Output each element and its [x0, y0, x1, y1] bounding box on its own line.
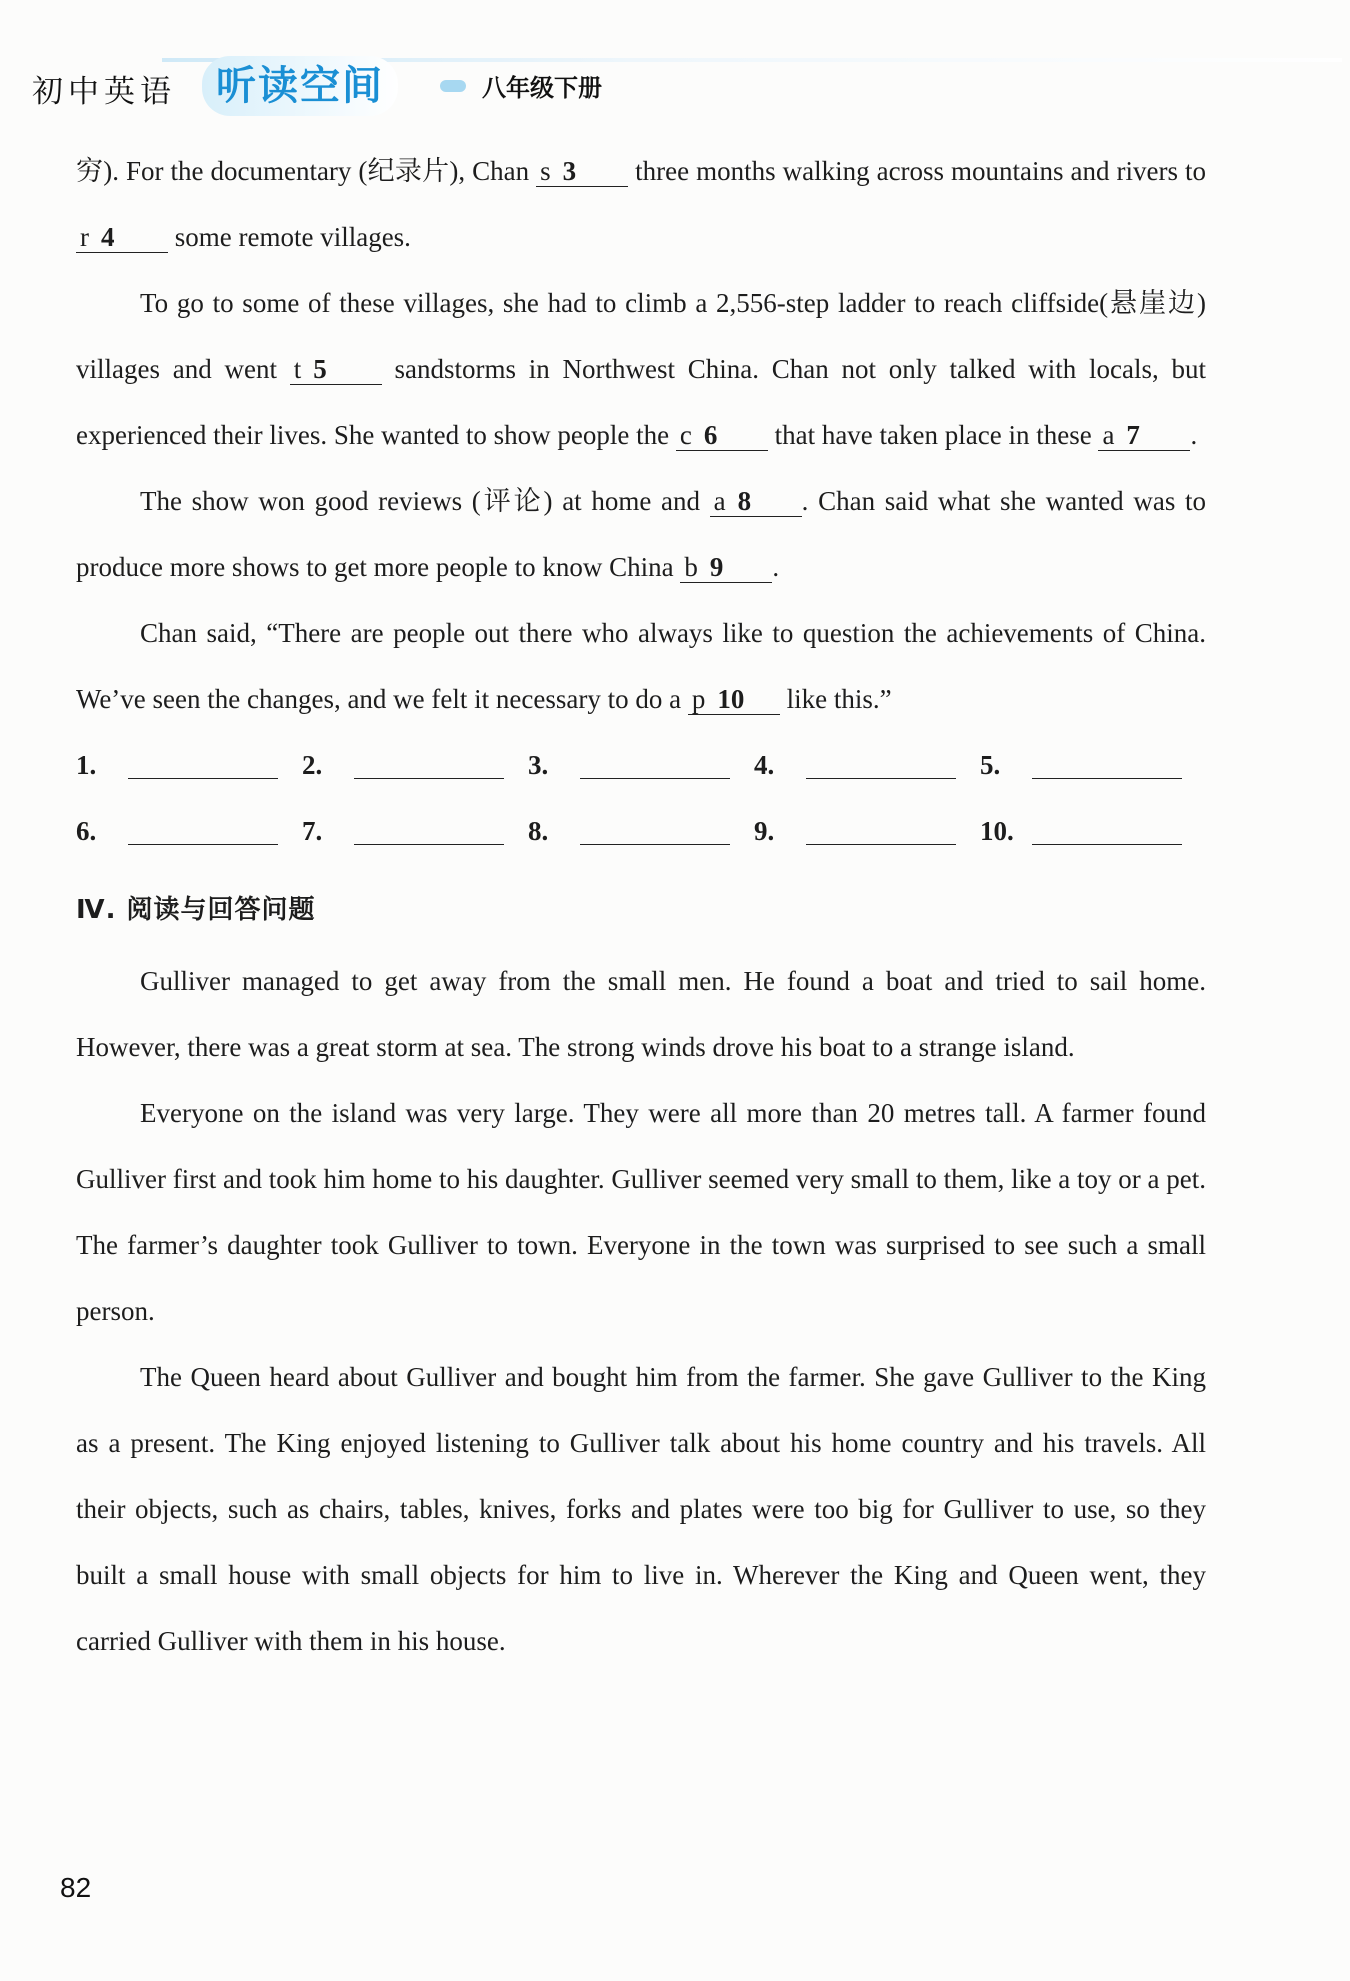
blank-letter: a: [713, 486, 726, 516]
answer-label: 2.: [302, 749, 323, 780]
answer-line[interactable]: [806, 752, 956, 779]
fill-blank-10[interactable]: [688, 684, 780, 715]
fill-blank-9[interactable]: [680, 552, 772, 583]
blank-letter: s: [540, 156, 551, 186]
blank-number: 4: [101, 222, 115, 252]
fill-blank-6[interactable]: [676, 420, 768, 451]
grade-marker-icon: [440, 80, 466, 92]
passage-paragraph: [76, 138, 1206, 270]
fill-blank-4[interactable]: [76, 222, 168, 253]
blank-letter: c: [679, 420, 692, 450]
answer-line[interactable]: [1032, 818, 1182, 845]
answer-line[interactable]: [354, 752, 504, 779]
blank-letter: r: [80, 222, 89, 252]
fill-blank-7[interactable]: [1098, 420, 1190, 451]
answer-label: 4.: [754, 749, 775, 780]
page-number: 82: [60, 1872, 92, 1903]
blank-letter: b: [684, 552, 698, 582]
fill-blank-3[interactable]: [536, 156, 628, 187]
fill-blank-8[interactable]: [710, 486, 802, 517]
answer-label: 8.: [528, 815, 549, 846]
answer-item: [980, 798, 1206, 864]
passage-paragraph: [76, 600, 1206, 732]
answer-item: [302, 732, 528, 798]
answer-item: [76, 798, 302, 864]
answer-item: [754, 732, 980, 798]
blank-number: 7: [1126, 420, 1140, 450]
paragraph-text: .: [772, 552, 780, 582]
blank-letter: t: [293, 354, 302, 384]
fill-blank-5[interactable]: [290, 354, 382, 385]
answer-item: [76, 732, 302, 798]
answer-line[interactable]: [806, 818, 956, 845]
paragraph-text: some remote villages.: [168, 222, 411, 252]
blank-number: 10: [717, 684, 745, 714]
answer-label: 7.: [302, 815, 323, 846]
answer-label: 6.: [76, 815, 97, 846]
answer-item: [980, 732, 1206, 798]
answer-line[interactable]: [128, 818, 278, 845]
answer-label: 10.: [980, 815, 1014, 846]
answer-line[interactable]: [580, 752, 730, 779]
answer-item: [528, 732, 754, 798]
answer-lines: [76, 732, 1206, 864]
blank-number: 6: [703, 420, 718, 450]
answer-label: 3.: [528, 749, 549, 780]
blank-number: 5: [313, 354, 327, 384]
passage-paragraph: [76, 270, 1206, 468]
page-content: [76, 138, 1206, 1674]
brand-logo: 听读空间: [202, 56, 398, 116]
paragraph-text: sandstorms in Northwest China. Chan not only talked with locals, but experienced their lives. She wanted to show people the: [76, 354, 1206, 450]
reading-paragraph: Gulliver managed to get away from the small men. He found a boat and tried to sail home. However, there was a great storm at sea. The strong winds drove his boat to a strange island.: [76, 966, 1206, 1062]
grade-label: 八年级下册: [482, 74, 602, 102]
answer-label: 9.: [754, 815, 775, 846]
paragraph-text: The show won good reviews (评论) at home and: [140, 486, 710, 516]
answer-label: 1.: [76, 749, 97, 780]
answer-line[interactable]: [580, 818, 730, 845]
paragraph-text: that have taken place in these: [767, 420, 1099, 450]
blank-number: 3: [562, 156, 577, 186]
answer-label: 5.: [980, 749, 1001, 780]
page-header: [22, 48, 1322, 128]
paragraph-text: .: [1190, 420, 1198, 450]
blank-number: 9: [709, 552, 724, 582]
answer-item: [302, 798, 528, 864]
paragraph-text: like this.”: [779, 684, 892, 714]
answer-line[interactable]: [1032, 752, 1182, 779]
paragraph-text: 穷). For the documentary (纪录片), Chan: [76, 156, 537, 186]
reading-paragraph: Everyone on the island was very large. They were all more than 20 metres tall. A farmer found Gulliver first and took him home to his daughter. Gulliver seemed very small to them, like a toy or a pet. The farmer’s daughter took Gulliver to town. Everyone in the town was surprised to see such a small person.: [76, 1098, 1207, 1326]
answer-item: [754, 798, 980, 864]
paragraph-text: To go to some of these villages, she had to climb a 2,556-step ladder to reach cliffside(悬崖边) villages and went: [76, 288, 1206, 384]
answer-line[interactable]: [128, 752, 278, 779]
passage-paragraph: [76, 468, 1206, 600]
paragraph-text: three months walking across mountains and rivers to: [628, 156, 1207, 186]
blank-letter: p: [691, 684, 706, 714]
answer-line[interactable]: [354, 818, 504, 845]
blank-number: 8: [737, 486, 752, 516]
paragraph-text: . Chan said what she wanted was to produce more shows to get more people to know China: [76, 486, 1207, 582]
blank-letter: a: [1102, 420, 1115, 450]
answer-item: [528, 798, 754, 864]
section-heading: Ⅳ. 阅读与回答问题: [76, 895, 316, 925]
series-title: 初中英语: [32, 74, 176, 110]
paragraph-text: Chan said, “There are people out there who always like to question the achievements of China. We’ve seen the changes, and we felt it necessary to do a: [76, 618, 1206, 714]
reading-paragraph: The Queen heard about Gulliver and bought him from the farmer. She gave Gulliver to the King as a present. The King enjoyed listening to Gulliver talk about his home country and his travels. All their objects, such as chairs, tables, knives, forks and plates were too big for Gulliver to use, so they built a small house with small objects for him to live in. Wherever the King and Queen went, they carried Gulliver with them in his house.: [76, 1362, 1206, 1656]
